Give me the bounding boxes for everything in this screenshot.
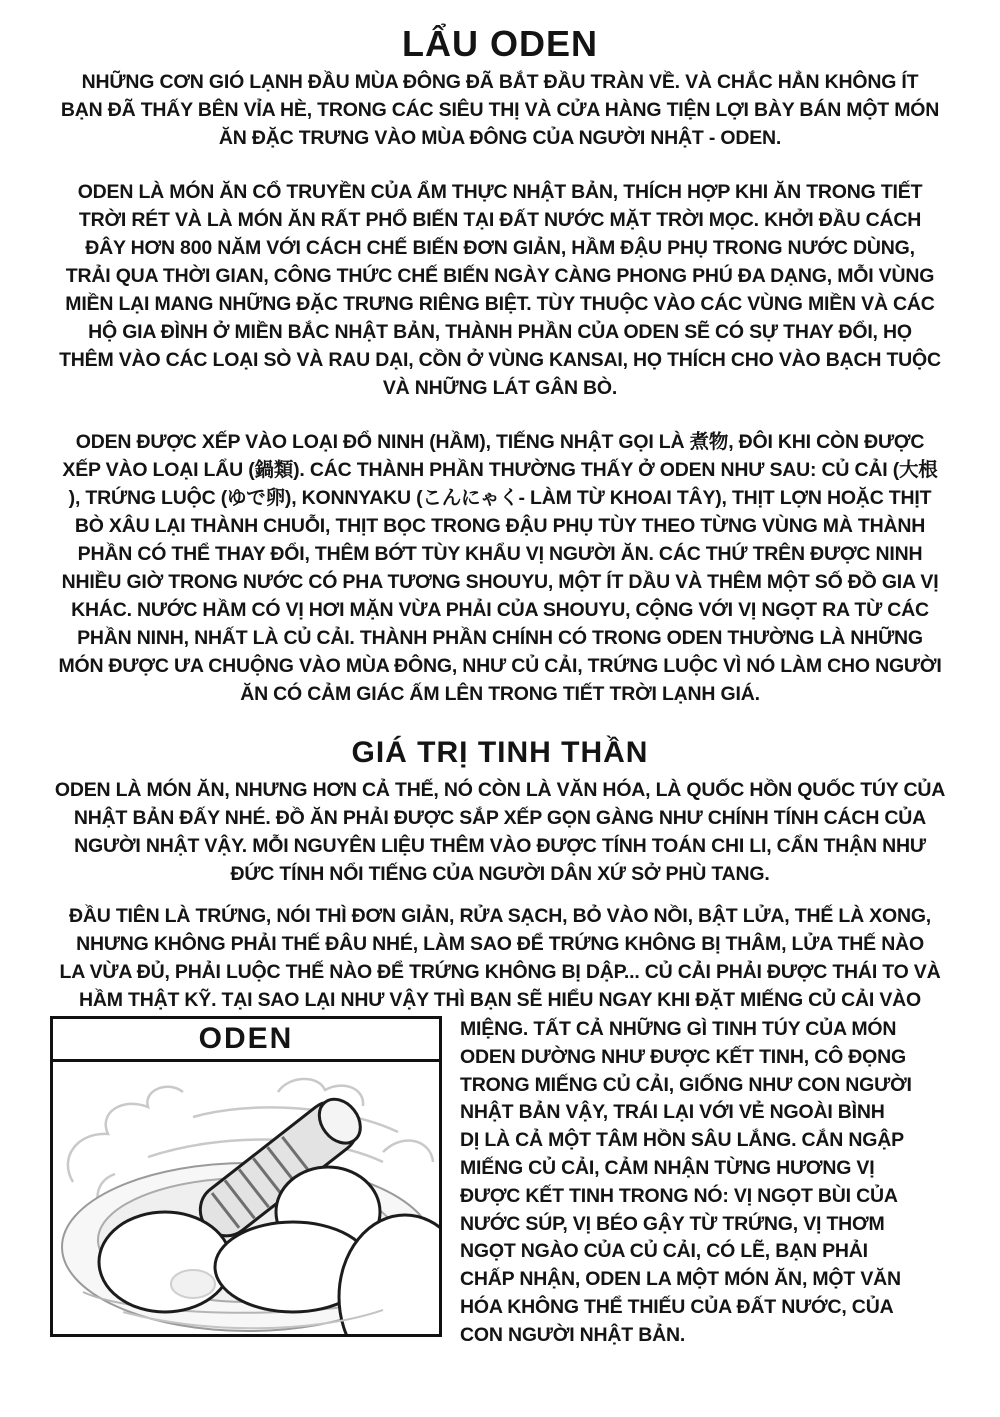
paragraph-history — [28, 178, 972, 402]
text-line: ODEN DƯỜNG NHƯ ĐƯỢC KẾT TINH, CÔ ĐỌNG — [460, 1045, 906, 1068]
text-line: CON NGƯỜI NHẬT BẢN. — [460, 1323, 686, 1346]
figure-caption: ODEN — [53, 1019, 439, 1062]
oden-figure-panel — [50, 1016, 442, 1337]
text-line: PHẦN CÓ THỂ THAY ĐỔI, THÊM BỚT TÙY KHẨU VỊ NGƯỜI ĂN. CÁC THỨ TRÊN ĐƯỢC NINH — [77, 543, 923, 565]
text-line: HỘ GIA ĐÌNH Ở MIỀN BẮC NHẬT BẢN, THÀNH PHẦN CỦA ODEN SẼ CÓ SỰ THAY ĐỔI, HỌ — [88, 321, 912, 343]
text-line: VÀ NHỮNG LÁT GÂN BÒ. — [382, 377, 618, 399]
text-line: BẠN ĐÃ THẤY BÊN VỈA HÈ, TRONG CÁC SIÊU THỊ VÀ CỬA HÀNG TIỆN LỢI BÀY BÁN MỘT MÓN — [60, 99, 940, 121]
text-line: DỊ LÀ CẢ MỘT TÂM HỒN SÂU LẮNG. CẮN NGẬP — [460, 1129, 904, 1152]
text-line: ĂN CÓ CẢM GIÁC ẤM LÊN TRONG TIẾT TRỜI LẠNH GIÁ. — [240, 683, 760, 705]
boiled-egg-left — [99, 1212, 231, 1312]
text-line: MIẾNG CỦ CẢI, CẢM NHẬN TỪNG HƯƠNG VỊ — [460, 1156, 875, 1179]
text-line: NHỮNG CƠN GIÓ LẠNH ĐẦU MÙA ĐÔNG ĐÃ BẮT ĐẦU TRÀN VỀ. VÀ CHẮC HẲN KHÔNG ÍT — [81, 71, 919, 93]
text-line: MIỆNG. TẤT CẢ NHỮNG GÌ TINH TÚY CỦA MÓN — [460, 1018, 897, 1040]
text-line: HẦM THẬT KỸ. TẠI SAO LẠI NHƯ VẬY THÌ BẠN SẼ HIỂU NGAY KHI ĐẶT MIẾNG CỦ CẢI VÀO — [78, 989, 922, 1011]
text-line: CHẤP NHẬN, ODEN LA MỘT MÓN ĂN, MỘT VĂN — [460, 1268, 901, 1291]
text-line: MÓN ĐƯỢC ƯA CHUỘNG VÀO MÙA ĐÔNG, NHƯ CỦ CẢI, TRỨNG LUỘC VÌ NÓ LÀM CHO NGƯỜI — [58, 655, 942, 677]
text-line: NHẬT BẢN ĐẤY NHÉ. ĐỒ ĂN PHẢI ĐƯỢC SẮP XẾP GỌN GÀNG NHƯ CHÍNH TÍNH CÁCH CỦA — [73, 807, 927, 829]
text-line: NGỌT NGÀO CỦA CỦ CẢI, CÓ LẼ, BẠN PHẢI — [460, 1240, 868, 1263]
text-line: ODEN LÀ MÓN ĂN, NHƯNG HƠN CẢ THẾ, NÓ CÒN LÀ VĂN HÓA, LÀ QUỐC HỒN QUỐC TÚY CỦA — [54, 779, 946, 801]
spacer — [28, 402, 972, 428]
text-line: BÒ XÂU LẠI THÀNH CHUỖI, THỊT BỌC TRONG ĐẬU PHỤ TÙY THEO TỪNG VÙNG MÀ THÀNH — [74, 515, 926, 537]
spacer — [28, 152, 972, 178]
oden-plate-drawing — [53, 1062, 439, 1334]
text-line: ODEN ĐƯỢC XẾP VÀO LOẠI ĐỔ NINH (HẦM), TIẾNG NHẬT GỌI LÀ 煮物, ĐÔI KHI CÒN ĐƯỢC — [75, 431, 925, 453]
text-line: NƯỚC SÚP, VỊ BÉO GẬY TỪ TRỨNG, VỊ THƠM — [460, 1212, 885, 1235]
text-line: KHÁC. NƯỚC HẦM CÓ VỊ HƠI MẶN VỪA PHẢI CỦA SHOUYU, CỘNG VỚI VỊ NGỌT RA TỪ CÁC — [71, 599, 929, 621]
paragraph-intro — [28, 68, 972, 152]
page-title: LẨU ODEN — [402, 23, 598, 64]
paragraph-ingredients — [28, 428, 972, 708]
text-line: ĂN ĐẶC TRƯNG VÀO MÙA ĐÔNG CỦA NGƯỜI NHẬT - ODEN. — [218, 127, 782, 149]
text-line: MIỀN LẠI MANG NHỮNG ĐẶC TRƯNG RIÊNG BIỆT. TÙY THUỘC VÀO CÁC VÙNG MIỀN VÀ CÁC — [65, 293, 935, 315]
text-line: ĐÂY HƠN 800 NĂM VỚI CÁCH CHẾ BIẾN ĐƠN GIẢN, HẦM ĐẬU PHỤ TRONG NƯỚC DÙNG, — [85, 237, 915, 259]
text-line: ĐỨC TÍNH NỔI TIẾNG CỦA NGƯỜI DÂN XỨ SỞ PHÙ TANG. — [230, 863, 770, 885]
figure-and-text-row — [28, 1016, 972, 1350]
text-line: ODEN LÀ MÓN ĂN CỔ TRUYỀN CỦA ẨM THỰC NHẬT BẢN, THÍCH HỢP KHI ĂN TRONG TIẾT — [77, 181, 923, 203]
paragraph-egg-daikon — [28, 902, 972, 1014]
section-heading-spiritual-value: GIÁ TRỊ TINH THẦN — [351, 736, 649, 769]
text-line: ĐẦU TIÊN LÀ TRỨNG, NÓI THÌ ĐƠN GIẢN, RỬA SẠCH, BỎ VÀO NỒI, BẬT LỬA, THẾ LÀ XONG, — [68, 905, 932, 927]
text-line: TRỜI RÉT VÀ LÀ MÓN ĂN RẤT PHỔ BIẾN TẠI ĐẤT NƯỚC MẶT TRỜI MỌC. KHỞI ĐẦU CÁCH — [78, 209, 922, 231]
text-line: LA VỪA ĐỦ, PHẢI LUỘC THẾ NÀO ĐỂ TRỨNG KHÔNG BỊ DẬP... CỦ CẢI PHẢI ĐƯỢC THÁI TO VÀ — [59, 961, 941, 983]
text-line: HÓA KHÔNG THỂ THIẾU CỦA ĐẤT NƯỚC, CỦA — [460, 1295, 894, 1318]
text-line: TRONG MIẾNG CỦ CẢI, GIỐNG NHƯ CON NGƯỜI — [460, 1073, 912, 1096]
text-line: TRẢI QUA THỜI GIAN, CÔNG THỨC CHẾ BIẾN NGÀY CÀNG PHONG PHÚ ĐA DẠNG, MỖI VÙNG — [65, 265, 935, 287]
spacer — [28, 888, 972, 902]
text-line: NHẬT BẢN VẬY, TRÁI LẠI VỚI VẺ NGOÀI BÌNH — [460, 1101, 885, 1124]
text-line: PHẦN NINH, NHẤT LÀ CỦ CẢI. THÀNH PHẦN CHÍNH CÓ TRONG ODEN THƯỜNG LÀ NHỮNG — [77, 627, 923, 649]
oden-illustration — [53, 1062, 439, 1334]
text-line: NHƯNG KHÔNG PHẢI THẾ ĐÂU NHÉ, LÀM SAO ĐỂ TRỨNG KHÔNG BỊ THÂM, LỬA THẾ NÀO — [76, 933, 924, 955]
text-line: NGƯỜI NHẬT VẬY. MỖI NGUYÊN LIỆU THÊM VÀO ĐƯỢC TÍNH TOÁN CHI LI, CẨN THẬN NHƯ — [74, 835, 926, 857]
text-line: ), TRỨNG LUỘC (ゆで卵), KONNYAKU (こんにゃく- LÀM TỪ KHOAI TÂY), THỊT LỢN HOẶC THỊT — [68, 487, 932, 509]
text-line: ĐƯỢC KẾT TINH TRONG NÓ: VỊ NGỌT BÙI CỦA — [460, 1184, 898, 1207]
text-line: THÊM VÀO CÁC LOẠI SÒ VÀ RAU DẠI, CỒN Ở VÙNG KANSAI, HỌ THÍCH CHO VÀO BẠCH TUỘC — [59, 349, 941, 371]
text-line: NHIỀU GIỜ TRONG NƯỚC CÓ PHA TƯƠNG SHOUYU, MỘT ÍT DẦU VÀ THÊM MỘT SỐ ĐỒ GIA VỊ — [61, 571, 939, 593]
paragraph-wrap-column — [460, 1016, 940, 1350]
paragraph-culture — [28, 776, 972, 888]
text-line: XẾP VÀO LOẠI LẨU (鍋類). CÁC THÀNH PHẦN THƯỜNG THẤY Ở ODEN NHƯ SAU: CỦ CẢI (大根 — [62, 459, 938, 481]
